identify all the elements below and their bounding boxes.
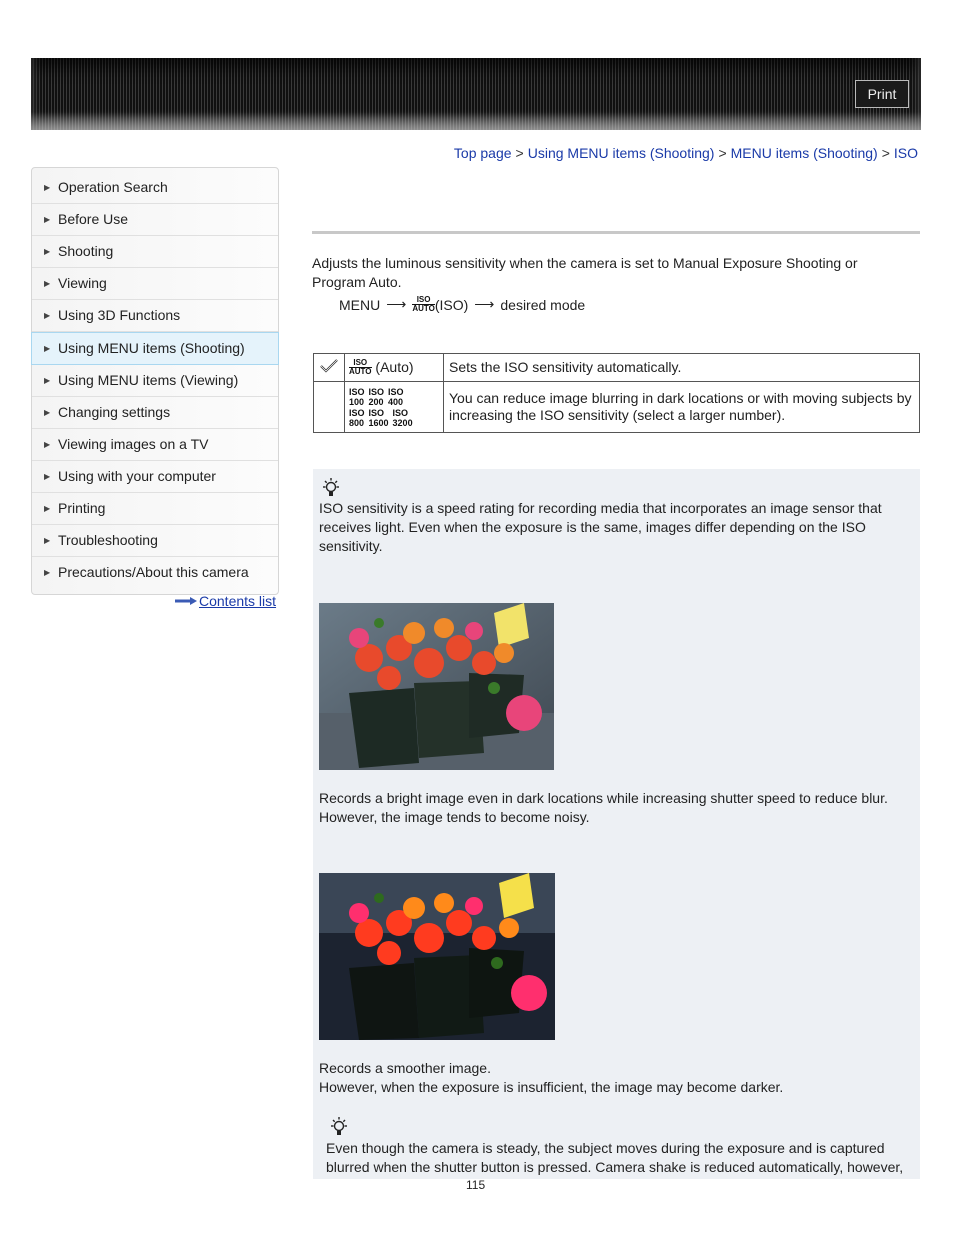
sidebar-item-label: Changing settings — [58, 404, 171, 420]
iso-3200-icon: ISO 3200 — [392, 407, 413, 428]
triangle-right-icon: ▶ — [44, 504, 51, 513]
flowers-high-iso-photo — [319, 603, 554, 770]
header-banner — [31, 58, 921, 130]
iso-auto-icon — [412, 296, 435, 313]
iso-auto-icon — [349, 359, 372, 376]
breadcrumb-iso[interactable]: ISO — [893, 145, 918, 161]
sidebar-item-shooting[interactable] — [32, 236, 278, 268]
triangle-right-icon: ▶ — [44, 247, 51, 256]
iso-auto-icon-line2: AUTO — [412, 304, 435, 313]
breadcrumb-separator: > — [515, 145, 524, 161]
sidebar-item-label: Printing — [58, 500, 106, 516]
hint-box — [313, 469, 920, 1179]
breadcrumb-separator: > — [881, 145, 890, 161]
arrow-right-icon: ⟶ — [386, 296, 407, 312]
sidebar-item-label: Before Use — [58, 211, 129, 227]
breadcrumb-menu-items-shooting[interactable]: MENU items (Shooting) — [730, 145, 878, 161]
menu-path — [339, 296, 585, 313]
lightbulb-icon — [329, 1116, 349, 1138]
iso-auto-icon-line1: ISO — [349, 359, 372, 368]
iso-800-icon: ISO 800 — [349, 407, 365, 428]
arrow-right-icon — [175, 597, 197, 605]
sidebar-item-label: Operation Search — [58, 179, 168, 195]
breadcrumb-top-page[interactable]: Top page — [453, 145, 512, 161]
iso-values-icon-group — [349, 387, 439, 428]
menu-item-iso: (ISO) — [434, 296, 469, 313]
sidebar-item-viewing-on-tv[interactable] — [32, 429, 278, 461]
iso-100-icon: ISO 100 — [349, 386, 365, 407]
iso-auto-icon-line2: AUTO — [349, 367, 372, 377]
sidebar-item-menu-shooting[interactable] — [31, 332, 279, 365]
caption-high-iso: Records a bright image even in dark locations while increasing shutter speed to reduce blur. However, the image tends to become noisy. — [319, 790, 888, 825]
triangle-right-icon: ▶ — [44, 279, 51, 288]
mode-label: (Auto) — [375, 358, 414, 375]
mode-cell — [345, 382, 444, 433]
sidebar-nav — [31, 167, 279, 595]
breadcrumb-using-menu-shooting[interactable]: Using MENU items (Shooting) — [527, 145, 715, 161]
page-number: 115 — [466, 1178, 486, 1192]
iso-400-icon: ISO 400 — [388, 386, 404, 407]
triangle-right-icon: ▶ — [44, 472, 51, 481]
default-check-cell — [314, 354, 345, 382]
iso-200-icon: ISO 200 — [368, 386, 385, 407]
triangle-right-icon: ▶ — [44, 183, 51, 192]
sidebar-item-troubleshooting[interactable] — [32, 525, 278, 557]
hint-text-shake: Even though the camera is steady, the subject moves during the exposure and is captured blurred when the shutter button is pressed. Camera shake is reduced automatically, however, — [326, 1140, 904, 1175]
checkmark-icon — [319, 358, 339, 374]
triangle-right-icon: ▶ — [44, 344, 51, 353]
caption-low-iso-line2: However, when the exposure is insufficient, the image may become darker. — [319, 1079, 784, 1095]
iso-auto-icon-line1: ISO — [412, 296, 435, 305]
breadcrumb-separator: > — [718, 145, 727, 161]
triangle-right-icon: ▶ — [44, 408, 51, 417]
caption-low-iso-line1: Records a smoother image. — [319, 1060, 491, 1076]
mode-cell — [345, 354, 444, 382]
flowers-low-iso-photo — [319, 873, 555, 1040]
triangle-right-icon: ▶ — [44, 376, 51, 385]
menu-label: MENU — [339, 296, 381, 313]
sidebar-item-changing-settings[interactable] — [32, 397, 278, 429]
sidebar-item-printing[interactable] — [32, 493, 278, 525]
sidebar-item-before-use[interactable] — [32, 204, 278, 236]
menu-target: desired mode — [500, 296, 586, 313]
intro-text: Adjusts the luminous sensitivity when the camera is set to Manual Exposure Shooting or Program Auto. — [312, 255, 858, 290]
empty-cell — [314, 382, 345, 433]
sidebar-item-label: Viewing images on a TV — [58, 436, 209, 452]
print-button[interactable]: Print — [855, 80, 909, 108]
caption-low-iso — [319, 1059, 904, 1097]
sidebar-item-precautions[interactable] — [32, 557, 278, 588]
title-divider — [312, 231, 920, 234]
triangle-right-icon: ▶ — [44, 536, 51, 545]
iso-1600-icon: ISO 1600 — [368, 407, 389, 428]
mode-description: You can reduce image blurring in dark locations or with moving subjects by increasing the ISO sensitivity (select a larger number). — [444, 382, 920, 433]
sidebar-item-label: Using MENU items (Shooting) — [58, 340, 245, 356]
sidebar-item-label: Using 3D Functions — [58, 307, 181, 323]
hint-text: ISO sensitivity is a speed rating for recording media that incorporates an image sensor that receives light. Even when the exposure is the same, images differ depending on the ISO sensitivity. — [319, 500, 882, 554]
sidebar-item-label: Viewing — [58, 275, 107, 291]
table-row — [314, 354, 920, 382]
contents-list-link[interactable] — [175, 593, 276, 609]
breadcrumb — [454, 145, 918, 161]
sidebar-item-label: Precautions/About this camera — [58, 564, 249, 580]
lightbulb-icon — [321, 477, 341, 499]
triangle-right-icon: ▶ — [44, 440, 51, 449]
sidebar-item-label: Shooting — [58, 243, 114, 259]
triangle-right-icon: ▶ — [44, 311, 51, 320]
triangle-right-icon: ▶ — [44, 215, 51, 224]
contents-list-label: Contents list — [199, 593, 277, 609]
sidebar-item-label: Troubleshooting — [58, 532, 158, 548]
sidebar-item-operation-search[interactable] — [32, 172, 278, 204]
sidebar-item-menu-viewing[interactable] — [32, 365, 278, 397]
sidebar-item-label: Using with your computer — [58, 468, 216, 484]
sidebar-item-3d-functions[interactable] — [32, 300, 278, 332]
sidebar-item-label: Using MENU items (Viewing) — [58, 372, 239, 388]
sidebar-item-viewing[interactable] — [32, 268, 278, 300]
arrow-right-icon: ⟶ — [474, 296, 495, 312]
triangle-right-icon: ▶ — [44, 568, 51, 577]
iso-mode-table — [313, 353, 920, 433]
mode-description: Sets the ISO sensitivity automatically. — [444, 354, 920, 382]
table-row — [314, 382, 920, 433]
sidebar-item-computer[interactable] — [32, 461, 278, 493]
